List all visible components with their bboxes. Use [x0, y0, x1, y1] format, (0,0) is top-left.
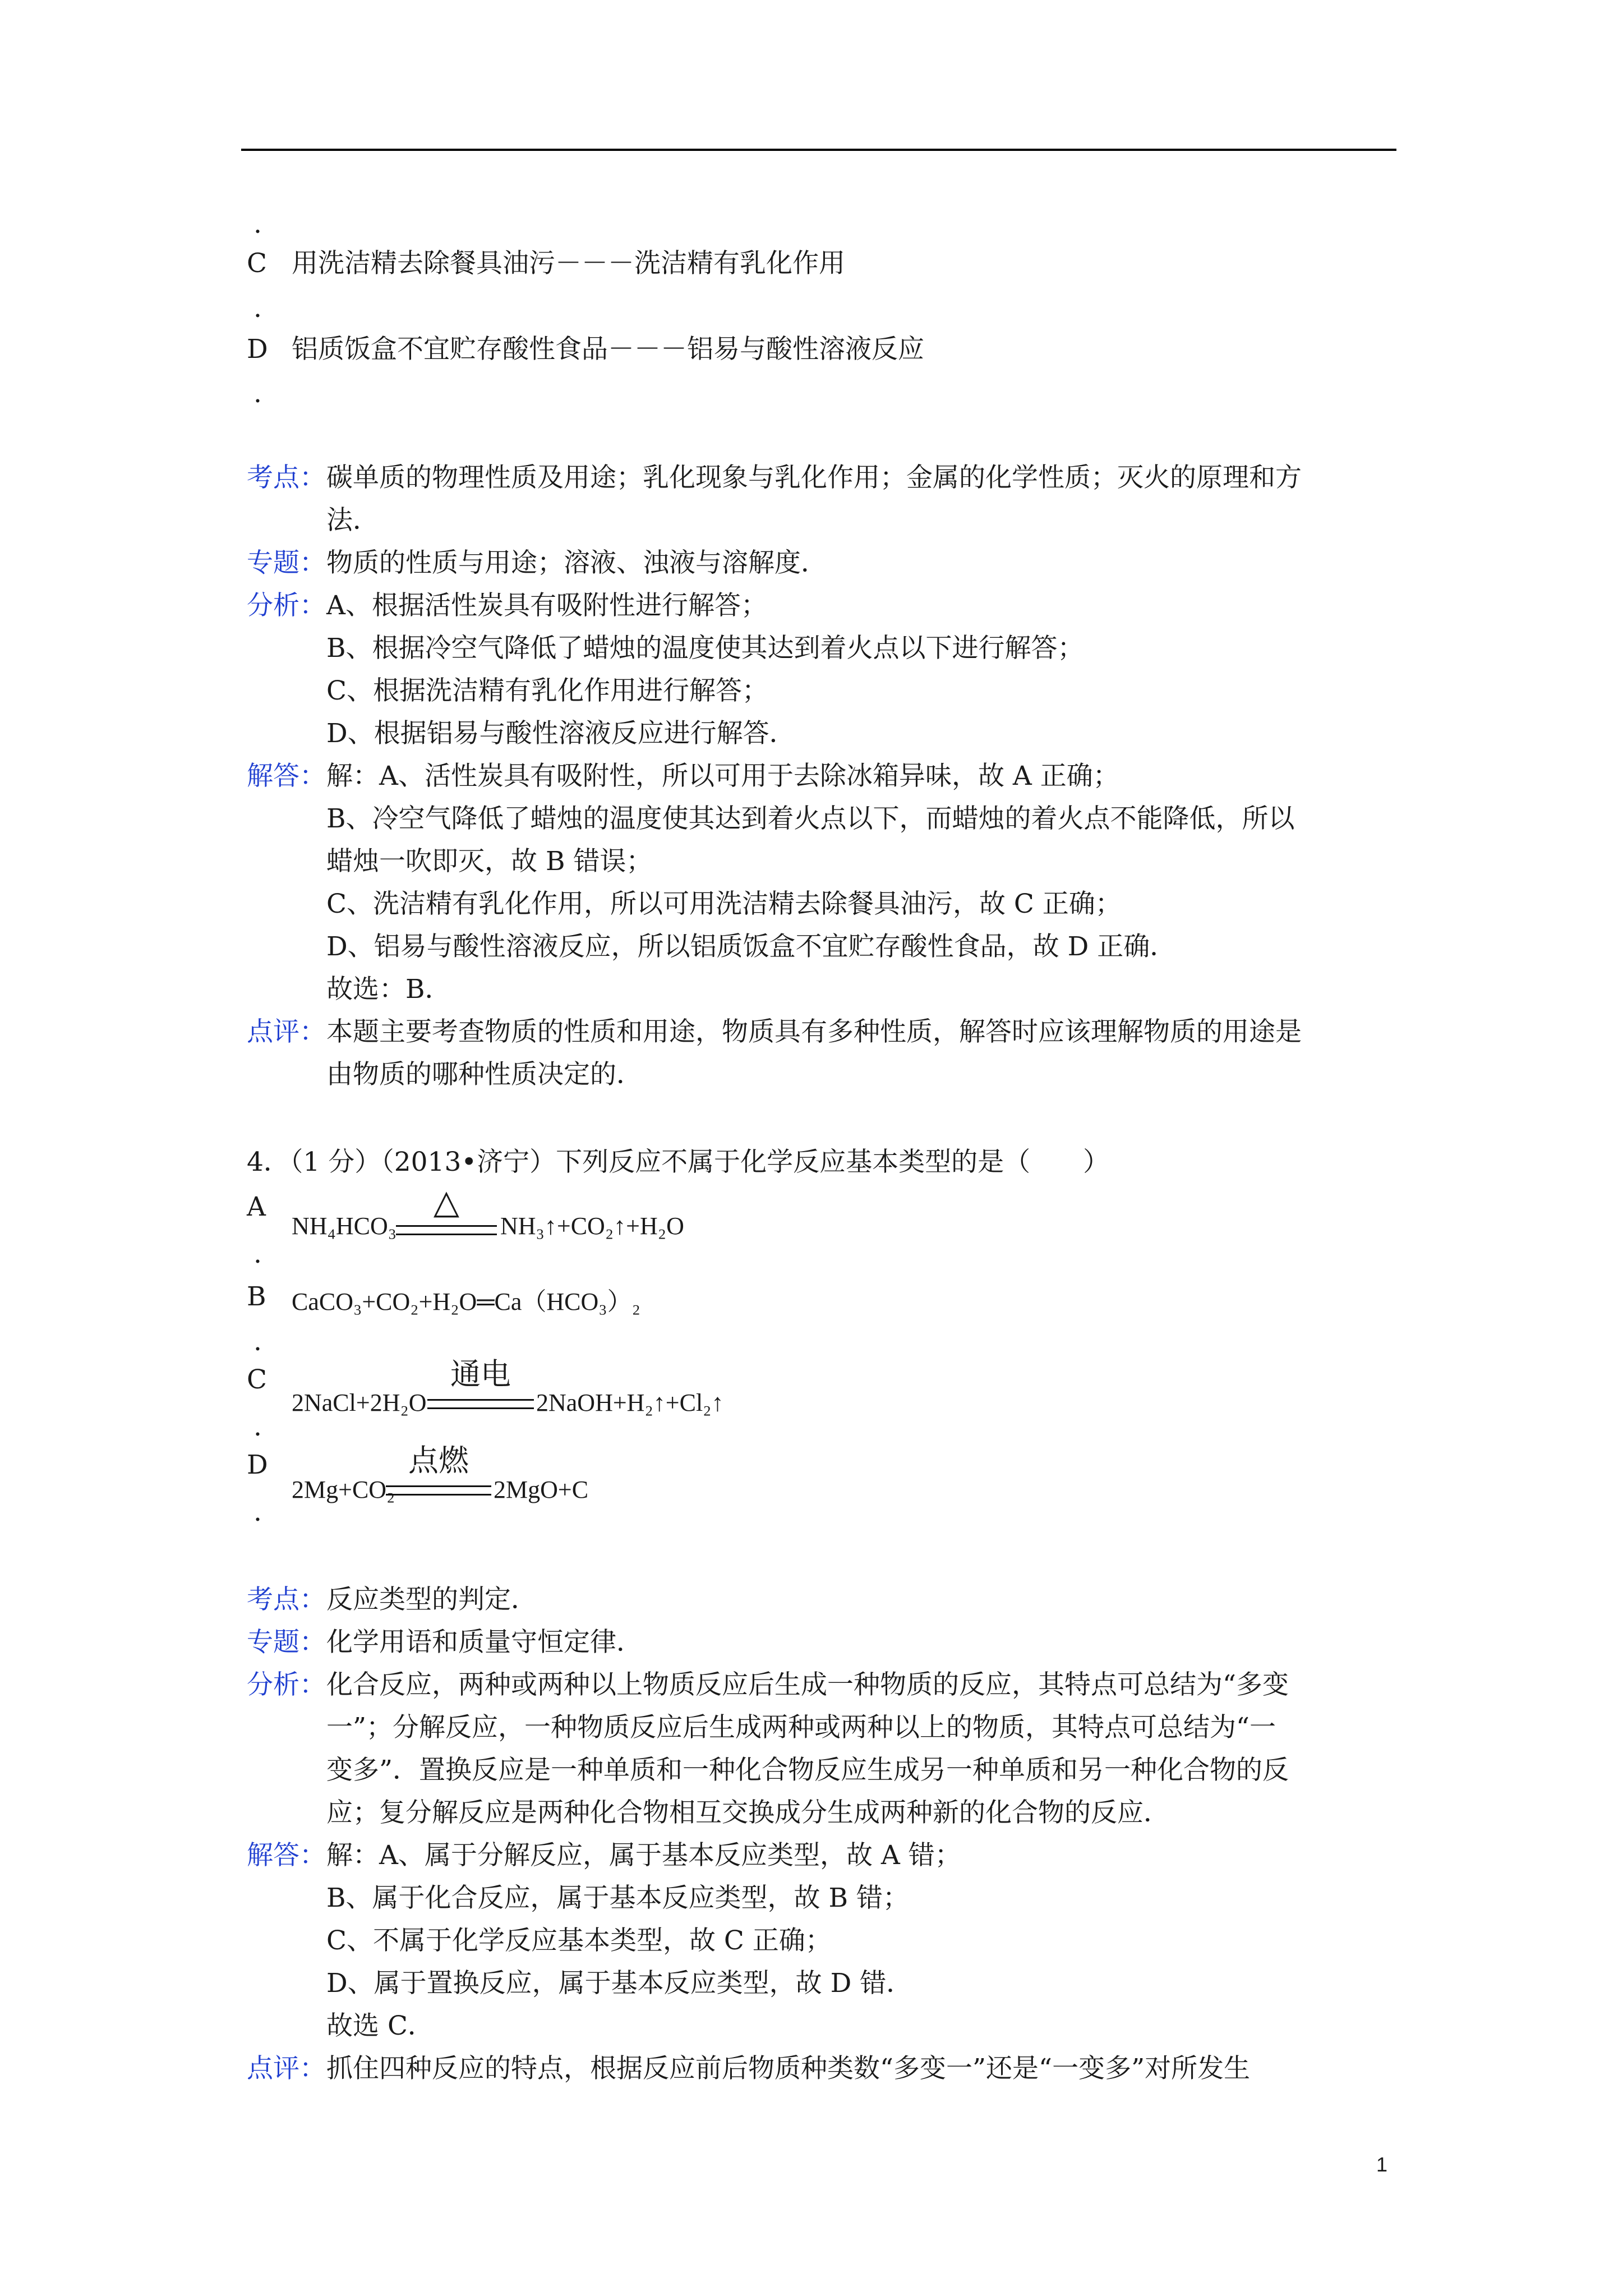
option-dot: .: [253, 293, 262, 324]
equation-equals: [396, 1225, 497, 1235]
jieda-line: 解：A、属于分解反应，属于基本反应类型，故 A 错；: [326, 1840, 961, 1871]
option-a-product: NH₃↑+CO₂↑+H₂O: [500, 1212, 684, 1240]
jieda-line: C、洗洁精有乳化作用，所以可用洗洁精去除餐具油污，故 C 正确；: [326, 889, 1122, 919]
kaodian-label: 考点：: [247, 462, 326, 493]
equation-equals: [386, 1485, 491, 1496]
zhuanti-label: 专题：: [247, 547, 326, 578]
option-a-reactant: NH₄HCO₃: [292, 1212, 397, 1240]
option-d-product: 2MgO+C: [494, 1476, 589, 1503]
zhuanti-text: 物质的性质与用途；溶液、浊液与溶解度．: [326, 547, 827, 578]
option-d-letter: D: [247, 1450, 268, 1480]
option-dot: .: [253, 1497, 262, 1527]
option-c-reactant: 2NaCl+2H₂O: [292, 1389, 427, 1416]
jieda-line: C、不属于化学反应基本类型，故 C 正确；: [326, 1925, 832, 1956]
option-d-text: 铝质饭盒不宜贮存酸性食品－－－铝易与酸性溶液反应: [292, 334, 924, 365]
option-d-letter: D: [247, 334, 268, 365]
fenxi-line: 变多”．置换反应是一种单质和一种化合物反应生成另一种单质和另一种化合物的反: [326, 1755, 1289, 1786]
jieda-line: D、铝易与酸性溶液反应，所以铝质饭盒不宜贮存酸性食品，故 D 正确．: [326, 931, 1177, 962]
option-c-text: 用洗洁精去除餐具油污－－－洗洁精有乳化作用: [292, 248, 845, 279]
dianping-label: 点评：: [247, 2053, 326, 2084]
option-b-equation: CaCO₃+CO₂+H₂O═Ca（HCO₃）₂: [292, 1288, 640, 1315]
kaodian-text: 反应类型的判定．: [326, 1584, 537, 1615]
jieda-line: 故选 C．: [326, 2010, 434, 2041]
fenxi-line: D、根据铝易与酸性溶液反应进行解答．: [326, 718, 796, 749]
zhuanti-text: 化学用语和质量守恒定律．: [326, 1627, 643, 1658]
dianping-label: 点评：: [247, 1016, 326, 1047]
option-c-letter: C: [247, 248, 267, 279]
jieda-line: B、属于化合反应，属于基本反应类型，故 B 错；: [326, 1883, 909, 1913]
jieda-label: 解答：: [247, 761, 326, 792]
option-d-reactant: 2Mg+CO₂: [292, 1476, 395, 1503]
fenxi-line: 化合反应，两种或两种以上物质反应后生成一种物质的反应，其特点可总结为“多变: [326, 1669, 1289, 1700]
option-dot: .: [253, 378, 262, 409]
option-dot: .: [253, 1326, 262, 1357]
zhuanti-label: 专题：: [247, 1627, 326, 1658]
jieda-line: B、冷空气降低了蜡烛的温度使其达到着火点以下，而蜡烛的着火点不能降低，所以: [326, 803, 1295, 834]
fenxi-line: C、根据洗洁精有乳化作用进行解答；: [326, 675, 768, 706]
jieda-line: 故选：B．: [326, 974, 451, 1005]
jieda-line: 解：A、活性炭具有吸附性，所以可用于去除冰箱异味，故 A 正确；: [326, 761, 1119, 792]
fenxi-line: 一”；分解反应，一种物质反应后生成两种或两种以上的物质，其特点可总结为“一: [326, 1712, 1276, 1743]
option-dot: .: [253, 209, 262, 240]
question-stem: 4．（1 分）（2013•济宁）下列反应不属于化学反应基本类型的是（ ）: [247, 1147, 1110, 1177]
ignition-condition: 点燃: [408, 1443, 469, 1478]
electrolysis-condition: 通电: [450, 1356, 511, 1392]
heating-condition: △: [433, 1182, 460, 1222]
page-number: 1: [1376, 2153, 1388, 2176]
fenxi-line: B、根据冷空气降低了蜡烛的温度使其达到着火点以下进行解答；: [326, 633, 1084, 664]
fenxi-label: 分析：: [247, 1669, 326, 1700]
option-a-letter: A: [247, 1191, 266, 1222]
dianping-text: 本题主要考查物质的性质和用途，物质具有多种性质，解答时应该理解物质的用途是: [326, 1016, 1302, 1047]
equation-equals: [427, 1399, 534, 1409]
jieda-label: 解答：: [247, 1840, 326, 1871]
jieda-line: D、属于置换反应，属于基本反应类型，故 D 错．: [326, 1968, 913, 1999]
kaodian-text: 碳单质的物理性质及用途；乳化现象与乳化作用；金属的化学性质；灭火的原理和方: [326, 462, 1302, 493]
option-dot: .: [253, 1239, 262, 1269]
option-c-letter: C: [247, 1364, 267, 1395]
fenxi-line: A、根据活性炭具有吸附性进行解答；: [326, 590, 767, 621]
dianping-text: 由物质的哪种性质决定的．: [326, 1059, 643, 1090]
option-b-letter: B: [247, 1281, 266, 1312]
dianping-text: 抓住四种反应的特点，根据反应前后物质种类数“多变一”还是“一变多”对所发生: [326, 2053, 1251, 2084]
option-c-product: 2NaOH+H₂↑+Cl₂↑: [536, 1389, 724, 1416]
option-dot: .: [253, 1411, 262, 1442]
kaodian-text: 法．: [326, 505, 379, 536]
header-rule: [241, 149, 1396, 151]
fenxi-label: 分析：: [247, 590, 326, 621]
jieda-line: 蜡烛一吹即灭，故 B 错误；: [326, 846, 653, 877]
fenxi-line: 应；复分解反应是两种化合物相互交换成分生成两种新的化合物的反应．: [326, 1797, 1170, 1828]
kaodian-label: 考点：: [247, 1584, 326, 1615]
